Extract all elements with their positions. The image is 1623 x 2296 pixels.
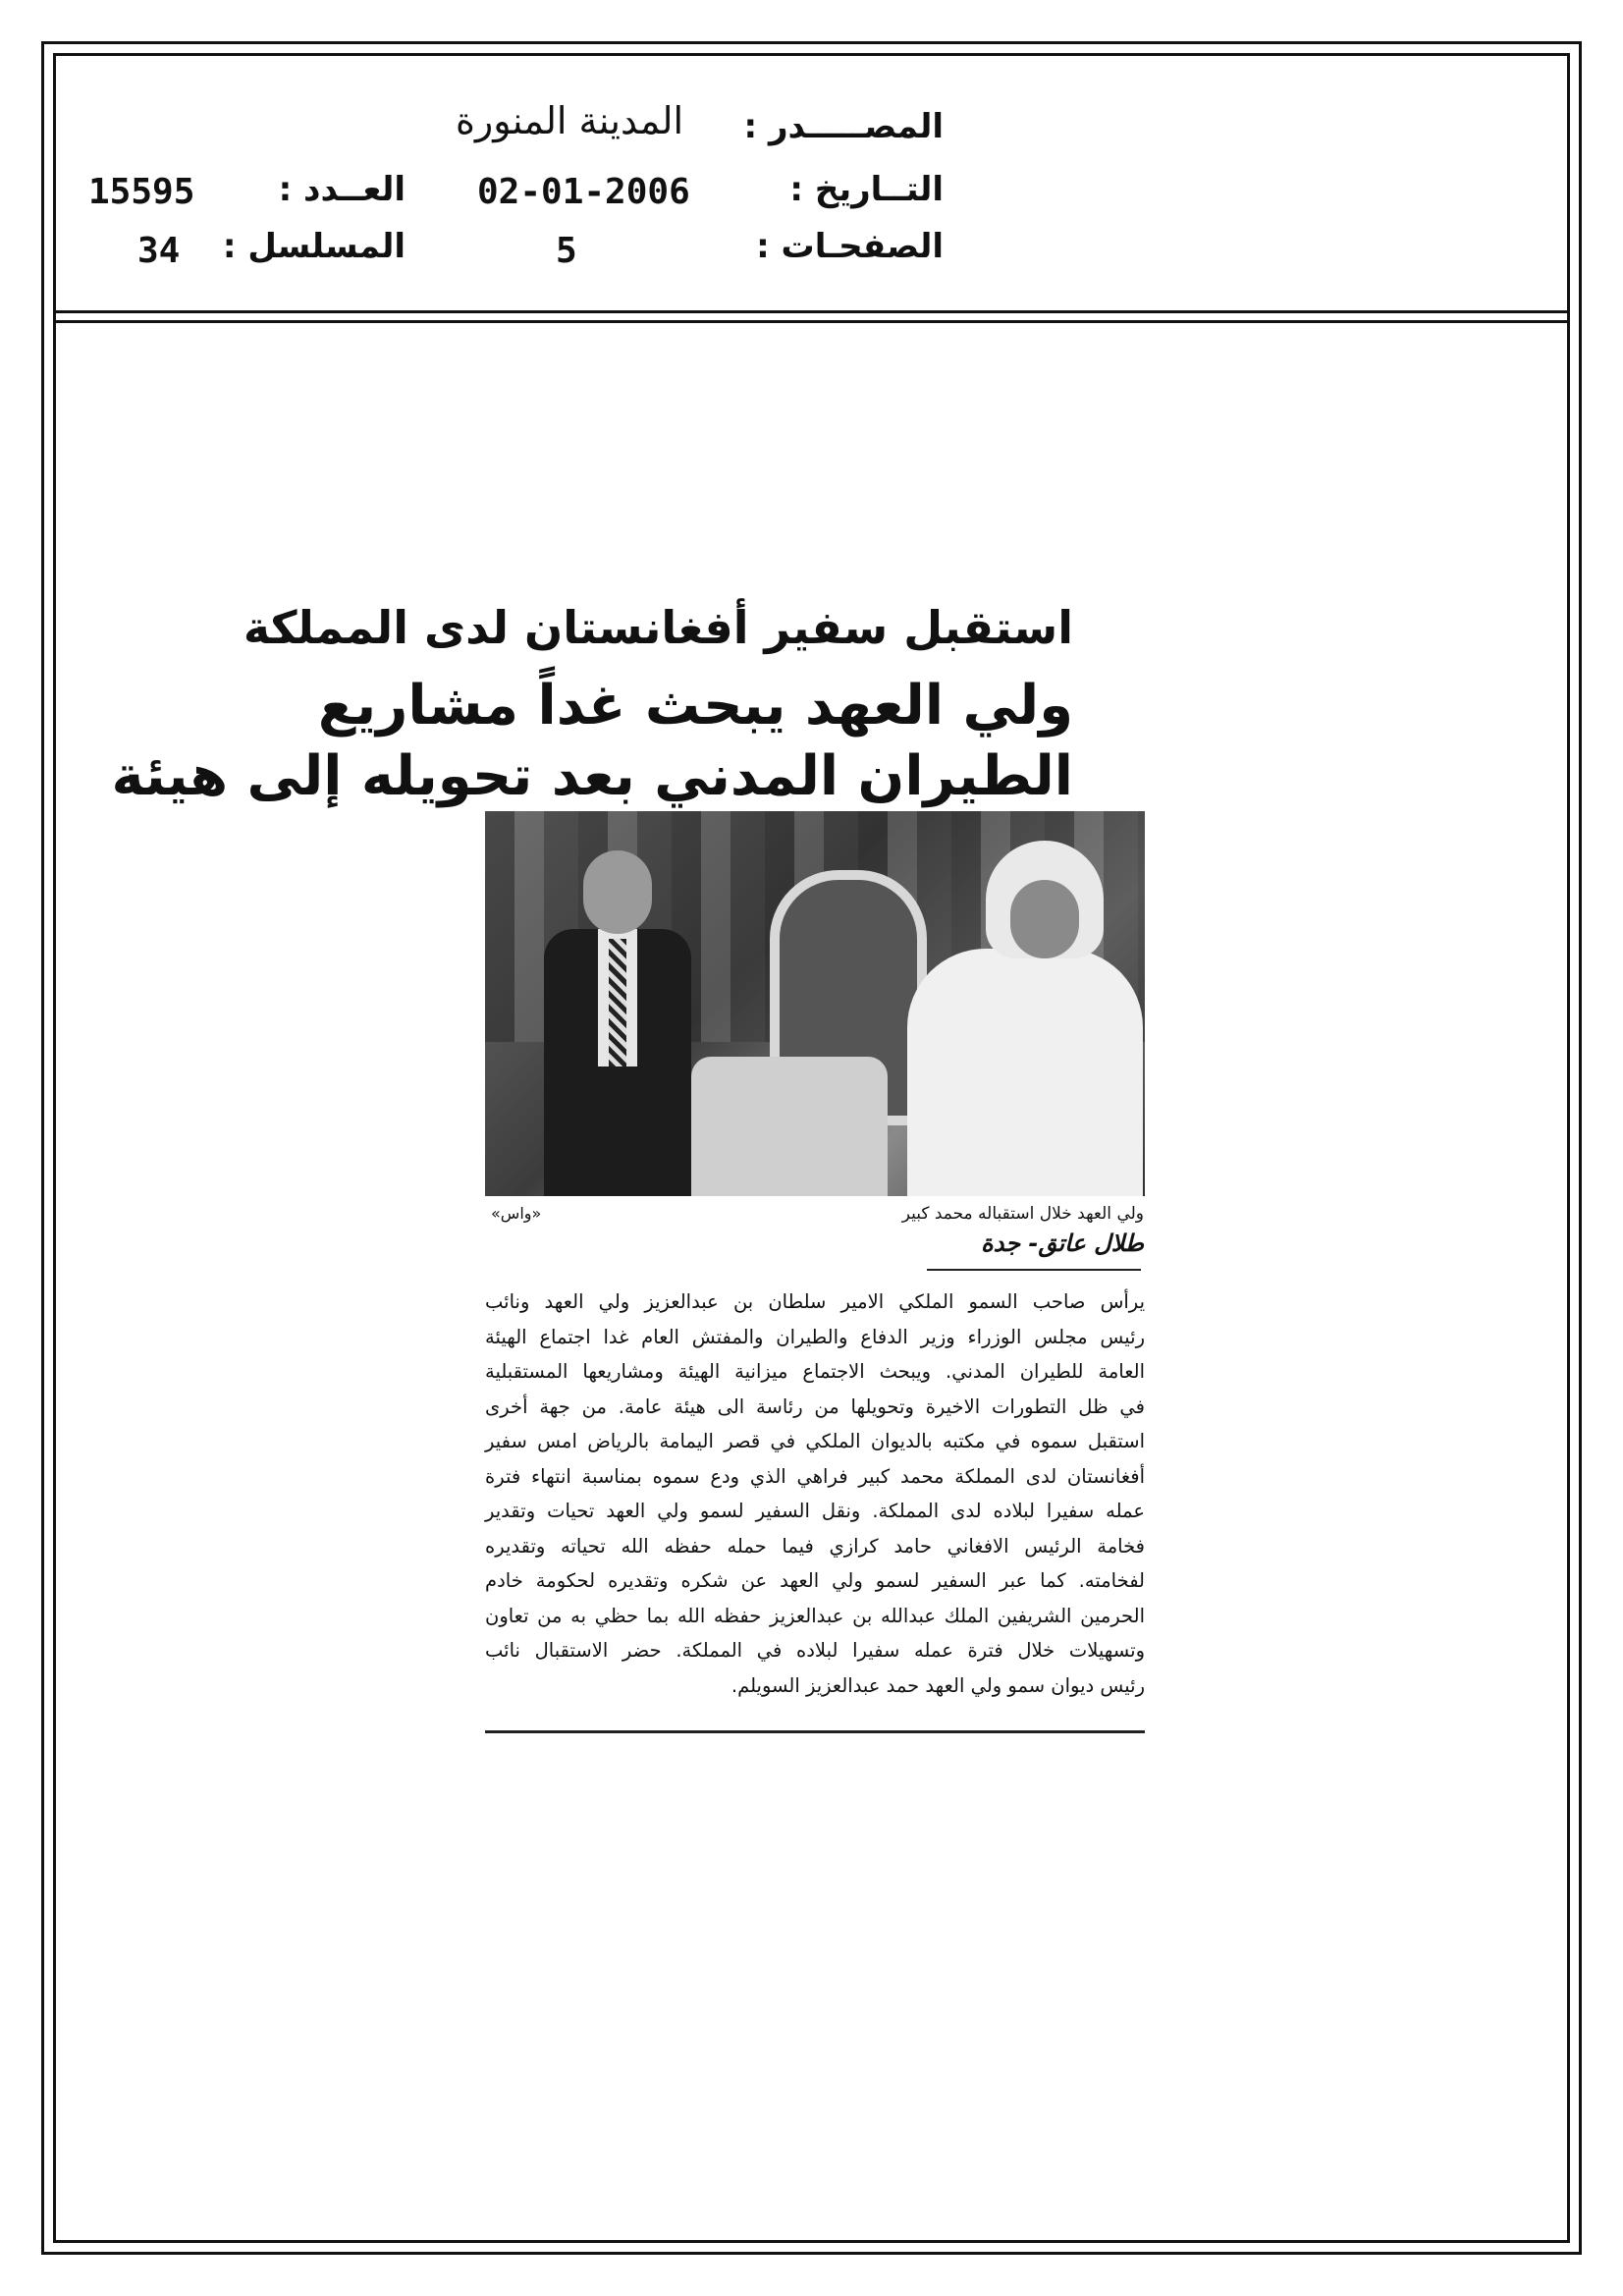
- body-line: أفغانستان لدى المملكة محمد كبير فراهي الذي ودع سموه بمناسبة انتهاء فترة: [485, 1464, 1145, 1488]
- photo-caption: ولي العهد خلال استقباله محمد كبير: [901, 1204, 1144, 1224]
- body-line: الحرمين الشريفين الملك عبدالله بن عبدالعزيز حفظه الله بما حظي به من تعاون: [485, 1604, 1145, 1627]
- header-divider-double: [53, 320, 1570, 323]
- pages-label: الصفحـات :: [756, 227, 944, 266]
- pages-value: 5: [556, 231, 577, 271]
- ambassador-figure: [544, 850, 691, 1196]
- body-line: يرأس صاحب السمو الملكي الامير سلطان بن عبدالعزيز ولي العهد ونائب: [485, 1290, 1145, 1313]
- issue-label: العــدد :: [278, 170, 406, 209]
- body-line: في ظل التطورات الاخيرة وتحويلها من رئاسة الى هيئة عامة. من جهة أخرى: [485, 1394, 1145, 1418]
- header-divider: [53, 310, 1570, 313]
- source-label: المصـــــدر :: [743, 107, 944, 146]
- body-line: فخامة الرئيس الافغاني حامد كرازي فيما حمله حفظه الله تحياته وتقديره: [485, 1534, 1145, 1558]
- date-value: 02-01-2006: [477, 172, 690, 212]
- serial-label: المسلسل :: [222, 227, 406, 266]
- body-line: عمله سفيرا لبلاده لدى المملكة. ونقل السفير لسمو ولي العهد تحيات وتقدير: [485, 1500, 1145, 1522]
- date-label: التــاريخ :: [789, 170, 944, 209]
- article-body: [485, 1285, 1145, 1703]
- body-line: استقبل سموه في مكتبه بالديوان الملكي في قصر اليمامة بالرياض امس سفير: [485, 1430, 1145, 1452]
- photo-credit: «واس»: [491, 1204, 542, 1223]
- body-line: وتسهيلات خلال فترة عمله سفيرا لبلاده في المملكة. حضر الاستقبال نائب: [485, 1639, 1145, 1662]
- article-headline-line2: الطيران المدني بعد تحويله إلى هيئة: [111, 744, 1073, 808]
- table-shape: [691, 1057, 888, 1196]
- issue-value: 15595: [88, 172, 195, 212]
- crown-prince-figure: [907, 841, 1143, 1196]
- body-line: العامة للطيران المدني. ويبحث الاجتماع ميزانية الهيئة ومشاريعها المستقبلية: [485, 1360, 1145, 1383]
- serial-value: 34: [137, 231, 181, 271]
- article-byline: طلال عاتق- جدة: [981, 1230, 1144, 1257]
- article-headline-line1: ولي العهد يبحث غداً مشاريع: [317, 674, 1073, 738]
- article-kicker: استقبل سفير أفغانستان لدى المملكة: [243, 601, 1073, 654]
- body-line: لفخامته. كما عبر السفير لسمو ولي العهد عن شكره وتقديره لحكومة خادم: [485, 1569, 1145, 1592]
- source-value: المدينة المنورة: [456, 99, 684, 142]
- byline-underline: [927, 1269, 1141, 1271]
- body-line: رئيس ديوان سمو ولي العهد حمد عبدالعزيز السويلم.: [730, 1673, 1145, 1697]
- article-end-rule: [485, 1730, 1145, 1733]
- article-photo: [485, 811, 1145, 1196]
- body-line: رئيس مجلس الوزراء وزير الدفاع والطيران والمفتش العام غدا اجتماع الهيئة: [485, 1325, 1145, 1348]
